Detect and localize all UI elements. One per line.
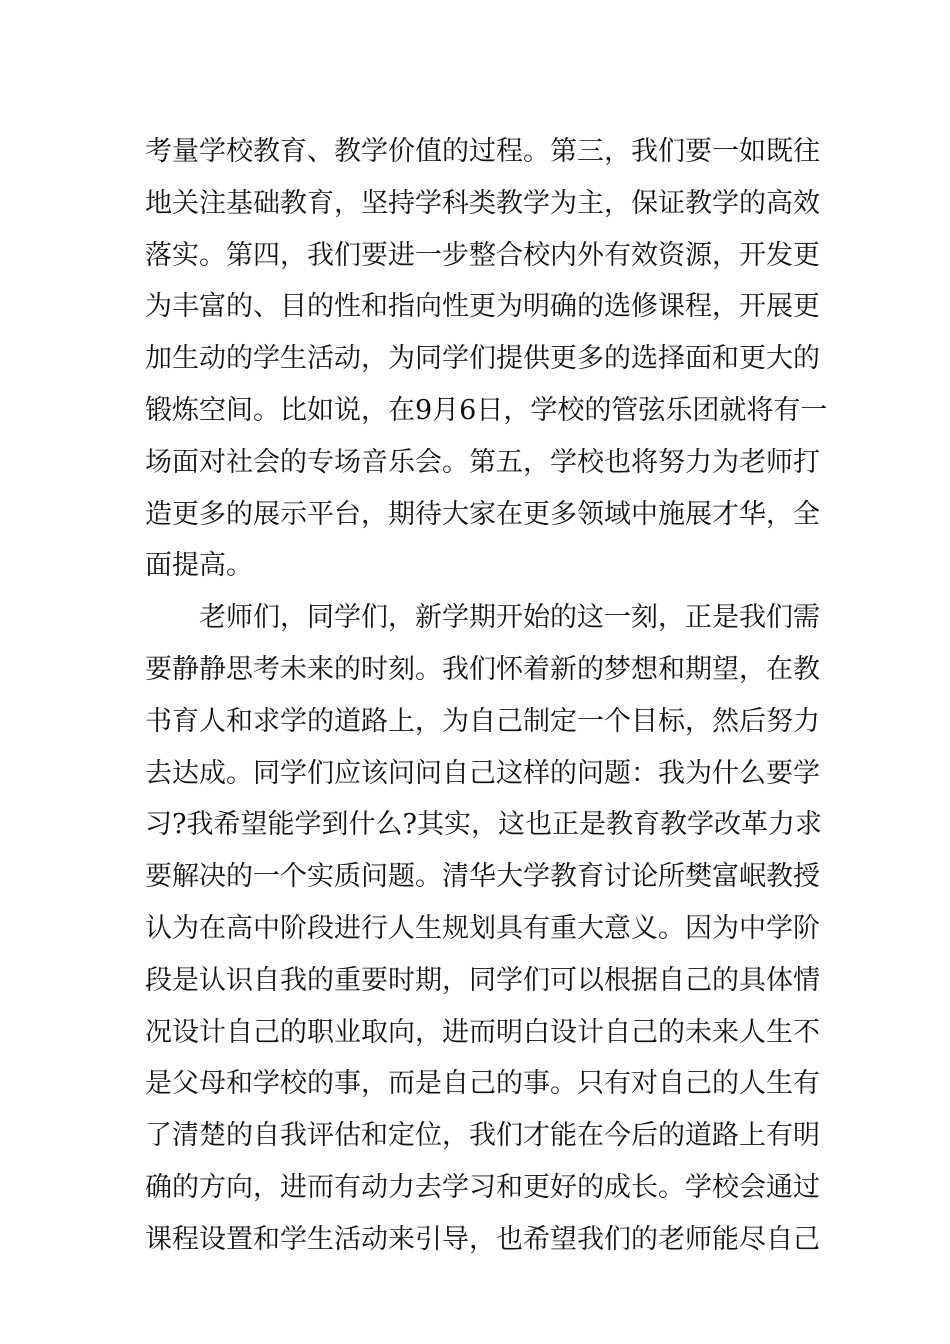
text-line: 认为在高中阶段进行人生规划具有重大意义。因为中学阶 [145, 912, 820, 944]
text-line: 况设计自己的职业取向，进而明白设计自己的未来人生不 [145, 1016, 820, 1048]
text-line: 为丰富的、目的性和指向性更为明确的选修课程，开展更 [145, 291, 820, 323]
text-line: 落实。第四，我们要进一步整合校内外有效资源，开发更 [145, 239, 820, 271]
text-line: 造更多的展示平台，期待大家在更多领域中施展才华，全 [145, 498, 820, 530]
text-line: 是父母和学校的事，而是自己的事。只有对自己的人生有 [145, 1068, 820, 1100]
text-line: 考量学校教育、教学价值的过程。第三，我们要一如既往 [145, 136, 820, 167]
document-body [145, 126, 828, 1266]
text-line: 课程设置和学生活动来引导，也希望我们的老师能尽自己 [145, 1223, 820, 1255]
text-line: 场面对社会的专场音乐会。第五，学校也将努力为老师打 [145, 446, 820, 478]
paragraph-1 [145, 126, 828, 592]
text-line: 地关注基础教育，坚持学科类教学为主，保证教学的高效 [145, 187, 820, 219]
text-line: 加生动的学生活动，为同学们提供更多的选择面和更大的 [145, 343, 820, 375]
text-line: 了清楚的自我评估和定位，我们才能在今后的道路上有明 [145, 1120, 820, 1152]
text-line: 段是认识自我的重要时期，同学们可以根据自己的具体情 [145, 964, 820, 996]
text-line: 去达成。同学们应该问问自己这样的问题：我为什么要学 [145, 757, 820, 789]
text-line: 确的方向，进而有动力去学习和更好的成长。学校会通过 [145, 1171, 820, 1203]
text-line: 要静静思考未来的时刻。我们怀着新的梦想和期望，在教 [145, 653, 820, 685]
text-line: 面提高。 [145, 550, 253, 582]
text-line-indented: 老师们，同学们，新学期开始的这一刻，正是我们需 [199, 602, 820, 634]
paragraph-2 [145, 592, 825, 1265]
text-line: 书育人和求学的道路上，为自己制定一个目标，然后努力 [145, 705, 820, 737]
text-line: 要解决的一个实质问题。清华大学教育讨论所樊富岷教授 [145, 861, 820, 893]
text-line: 锻炼空间。比如说，在9月6日，学校的管弦乐团就将有一 [145, 394, 828, 426]
text-line: 习?我希望能学到什么?其实，这也正是教育教学改革力求 [145, 809, 822, 841]
